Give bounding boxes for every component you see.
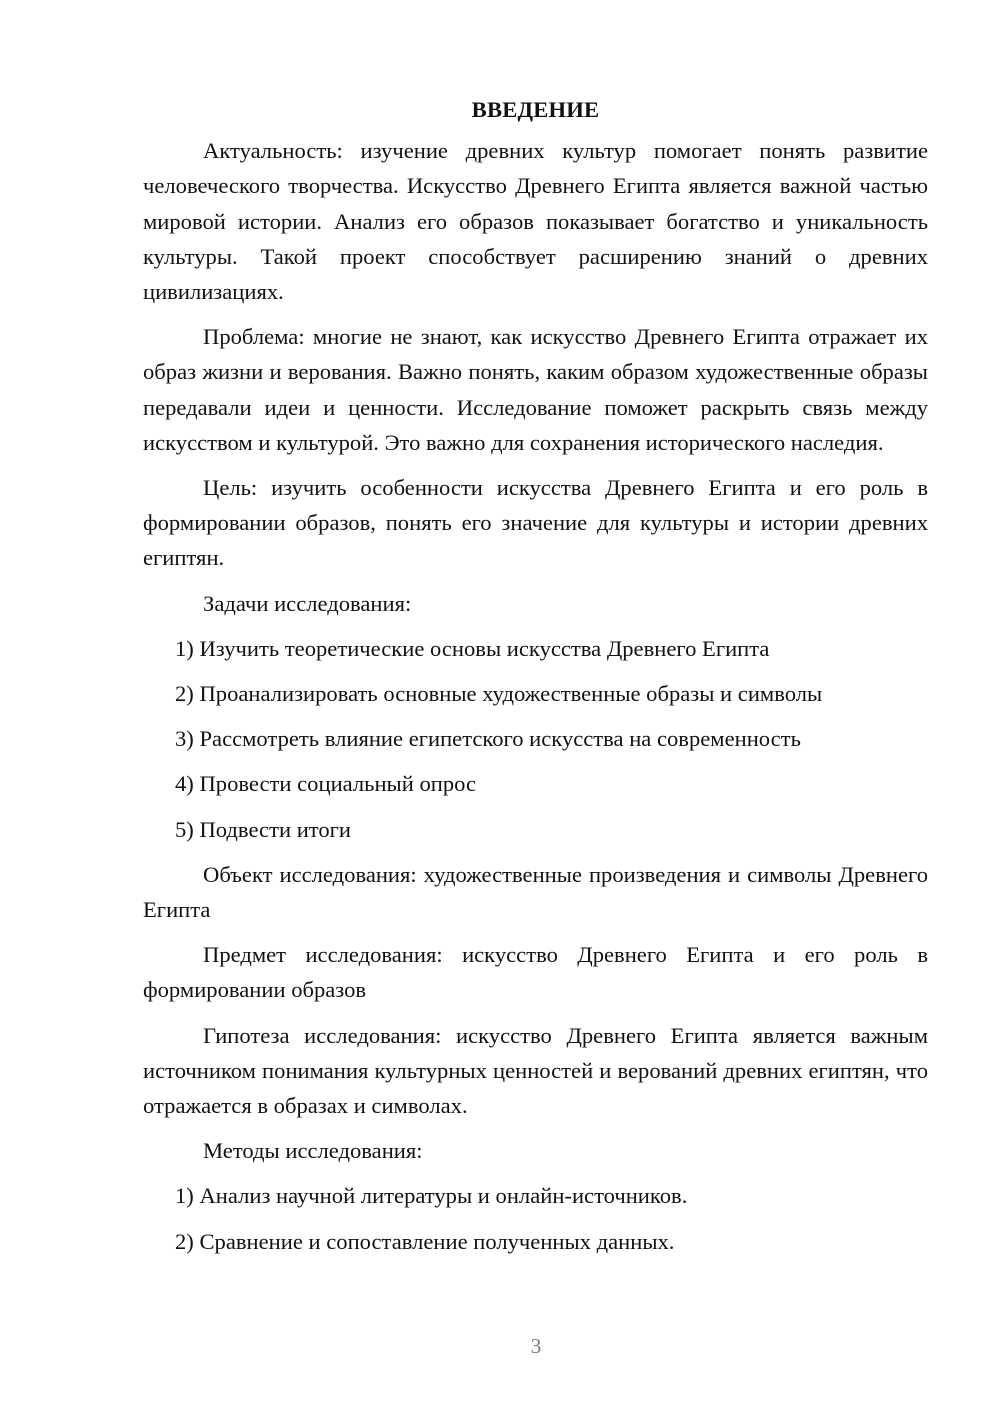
list-item: 4) Провести социальный опрос <box>175 771 477 797</box>
document-page <box>143 92 928 1269</box>
page-number: 3 <box>530 1334 542 1358</box>
subject-paragraph: Предмет исследования: искусство Древнего Египта и его роль в формировании образов <box>143 942 928 1003</box>
list-item: 1) Анализ научной литературы и онлайн-источников. <box>175 1183 688 1209</box>
list-item: 5) Подвести итоги <box>175 816 352 842</box>
tasks-list <box>143 631 928 847</box>
list-item: 1) Изучить теоретические основы искусства Древнего Египта <box>175 635 770 661</box>
goal-paragraph: Цель: изучить особенности искусства Древнего Египта и его роль в формировании образов, понять его значение для культуры и истории древних египтян. <box>143 475 928 571</box>
methods-list <box>143 1178 928 1258</box>
list-item: 3) Рассмотреть влияние египетского искусства на современность <box>175 726 801 752</box>
object-paragraph: Объект исследования: художественные произведения и символы Древнего Египта <box>143 861 928 923</box>
relevance-paragraph: Актуальность: изучение древних культур помогает понять развитие человеческого творчества. Искусство Древнего Египта является важной частью мировой истории. Анализ его образов показывает богатство и уникальность культуры. Такой проект способствует расширению знаний о древних цивилизациях. <box>143 138 928 305</box>
hypothesis-paragraph: Гипотеза исследования: искусство Древнего Египта является важным источником понимания культурных ценностей и верований древних египтян, что отражается в образах и символах. <box>143 1022 928 1119</box>
methods-title: Методы исследования: <box>203 1138 423 1164</box>
tasks-title: Задачи исследования: <box>203 590 412 616</box>
list-item: 2) Проанализировать основные художественные образы и символы <box>175 681 823 707</box>
problem-paragraph: Проблема: многие не знают, как искусство Древнего Египта отражает их образ жизни и верования. Важно понять, каким образом художественные образы передавали идеи и ценности. Исследование поможет раскрыть связь между искусством и культурой. Это важно для сохранения исторического наследия. <box>143 324 928 455</box>
section-heading: ВВЕДЕНИЕ <box>471 97 600 122</box>
list-item: 2) Сравнение и сопоставление полученных данных. <box>175 1228 675 1254</box>
